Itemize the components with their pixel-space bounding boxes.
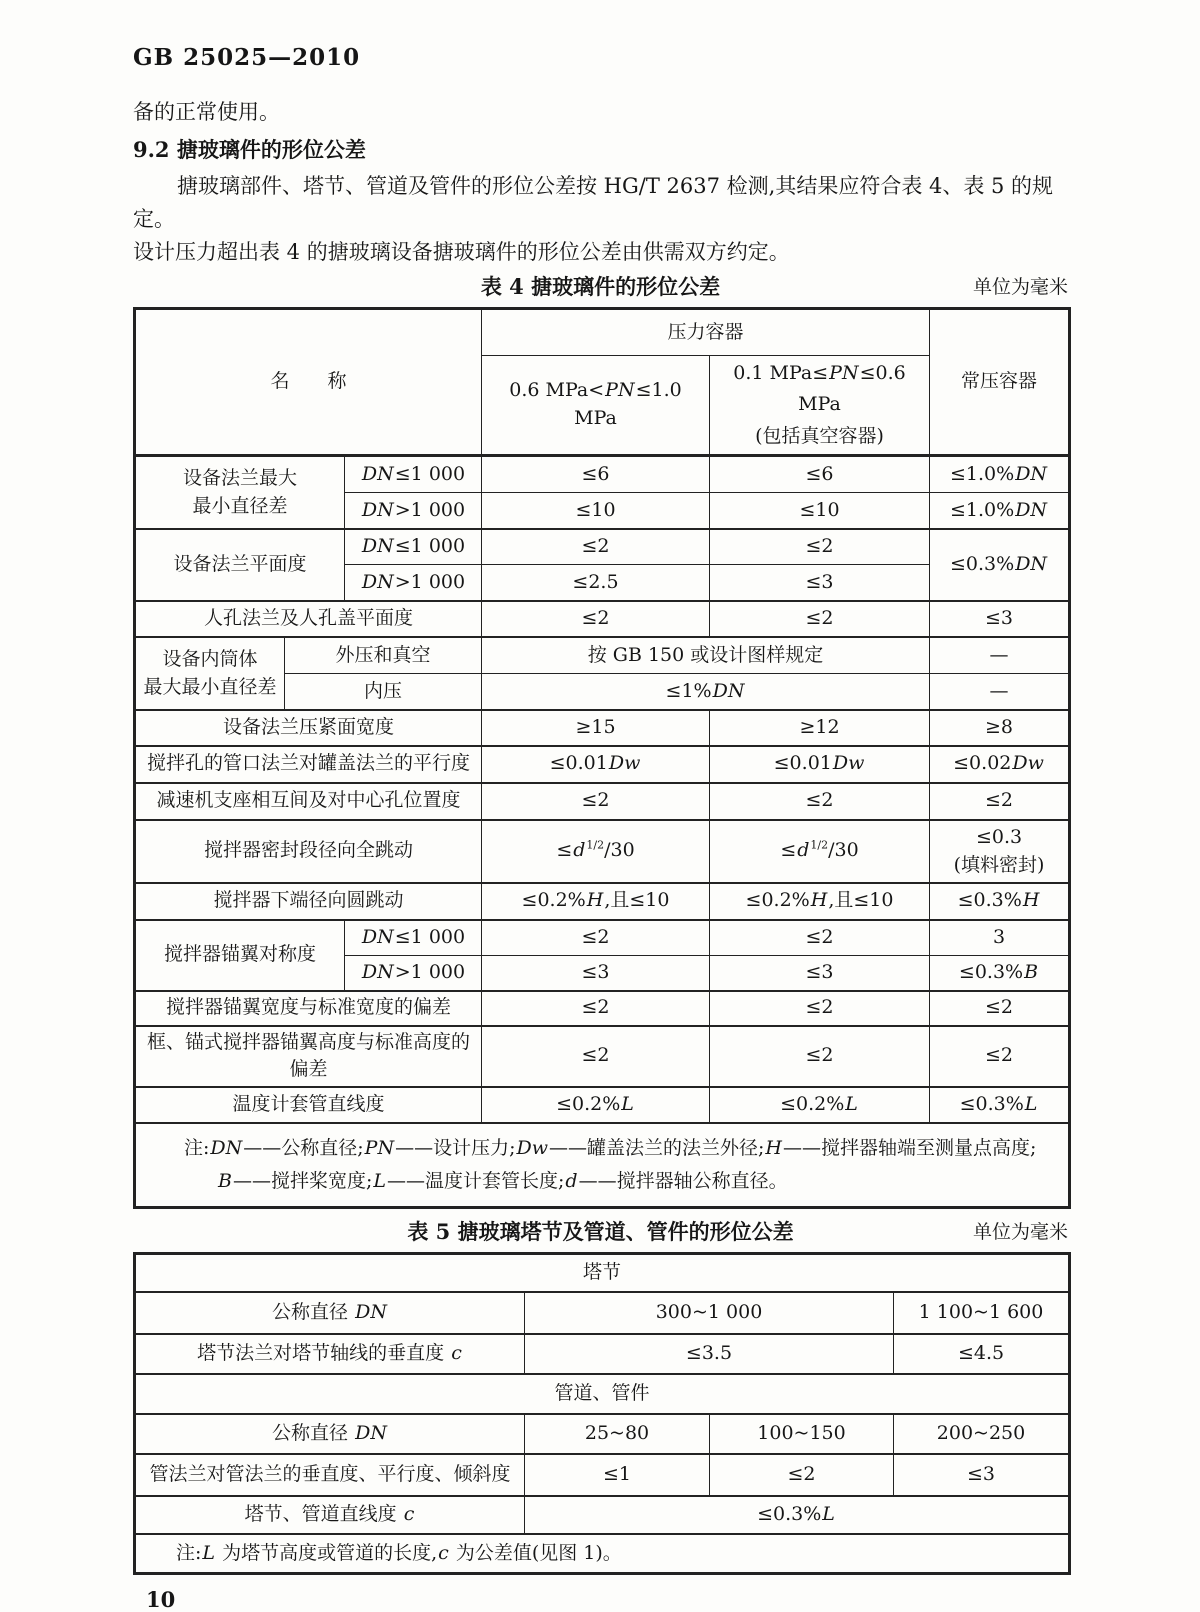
table-row (135, 710, 1070, 746)
value-cell: ≤2 (482, 1026, 710, 1087)
value-cell: ≤3 (710, 565, 930, 601)
table-row (135, 1123, 1070, 1208)
value-cell: ≤0.02Dw (930, 746, 1070, 783)
label-cell: 框、锚式搅拌器锚翼高度与标准高度的偏差 (135, 1026, 482, 1087)
note-line: B——搅拌桨宽度;L——温度计套管长度;d——搅拌器轴公称直径。 (218, 1169, 788, 1192)
value-cell: 按 GB 150 或设计图样规定 (482, 637, 930, 674)
value-cell: ≤2 (930, 1026, 1070, 1087)
table4 (133, 307, 1071, 1209)
value-cell: ≤2 (710, 1026, 930, 1087)
label-cell: 塔节、管道直线度 c (135, 1496, 525, 1534)
table5 (133, 1252, 1071, 1575)
value-line: (填料密封) (953, 854, 1045, 877)
paragraph-line: 设计压力超出表 4 的搪玻璃设备搪玻璃件的形位公差由供需双方约定。 (133, 240, 790, 264)
value-cell: ≤3 (710, 956, 930, 991)
value-cell: ≤2 (482, 991, 710, 1026)
value-cell: ≤2 (710, 1454, 894, 1496)
subrow-label-cell: DN≤1 000 (345, 920, 482, 956)
table-row (135, 783, 1070, 820)
value-cell: ≤6 (482, 456, 710, 493)
value-cell: ≤1.0%DN (930, 493, 1070, 529)
table-row (135, 883, 1070, 920)
value-cell: ≤2 (930, 991, 1070, 1026)
table-row (135, 1534, 1070, 1574)
value-cell: — (930, 637, 1070, 674)
label-cell: 公称直径 DN (135, 1414, 525, 1454)
section-header-cell: 塔节 (135, 1254, 1070, 1292)
table-row (135, 820, 1070, 883)
value-cell: 200~250 (894, 1414, 1070, 1454)
header-name-cell: 名 称 (135, 309, 482, 456)
value-cell: ≤1.0%DN (930, 456, 1070, 493)
value-cell: ≤0.01Dw (482, 746, 710, 783)
value-cell: $\le d^{1/2}/30$ (710, 820, 930, 883)
label-line: 最小直径差 (192, 495, 288, 518)
label-cell: 设备法兰压紧面宽度 (135, 710, 482, 746)
value-cell: ≤2 (710, 991, 930, 1026)
table-row (135, 746, 1070, 783)
table5-title: 表 5 搪玻璃塔节及管道、管件的形位公差 (407, 1219, 794, 1245)
label-cell: 搅拌器锚翼对称度 (135, 920, 345, 991)
header-range1-cell: 0.6 MPa<PN≤1.0 MPa (482, 356, 710, 456)
label-cell: 搅拌器密封段径向全跳动 (135, 820, 482, 883)
subrow-label-cell: DN>1 000 (345, 493, 482, 529)
label-cell: 设备法兰平面度 (135, 529, 345, 601)
label-cell: 管法兰对管法兰的垂直度、平行度、倾斜度 (135, 1454, 525, 1496)
table-row (135, 1254, 1070, 1292)
header-range2-line2: (包括真空容器) (755, 424, 884, 447)
label-cell: 搅拌器下端径向圆跳动 (135, 883, 482, 920)
table-row (135, 991, 1070, 1026)
label-cell (135, 456, 345, 529)
value-cell: ≤10 (710, 493, 930, 529)
value-cell: ≤2 (710, 920, 930, 956)
table5-caption (133, 1218, 1068, 1246)
value-cell: 3 (930, 920, 1070, 956)
value-cell: ≤10 (482, 493, 710, 529)
label-line: 设备内筒体 (162, 647, 258, 670)
value-cell: ≤2 (482, 601, 710, 637)
label-cell: 人孔法兰及人孔盖平面度 (135, 601, 482, 637)
table-row (135, 1374, 1070, 1414)
value-cell: 100~150 (710, 1414, 894, 1454)
doc-code: GB 25025—2010 (133, 44, 361, 71)
header-pressure-cell: 压力容器 (482, 309, 930, 356)
table-row (135, 456, 1070, 493)
value-cell: ≤0.3%B (930, 956, 1070, 991)
value-cell: ≤0.3%H (930, 883, 1070, 920)
label-cell: 搅拌孔的管口法兰对罐盖法兰的平行度 (135, 746, 482, 783)
value-cell: 1 100~1 600 (894, 1292, 1070, 1334)
value-cell: ≤0.3%DN (930, 529, 1070, 601)
table-row (135, 1334, 1070, 1374)
page-number: 10 (146, 1587, 176, 1612)
value-cell: ≤1%DN (482, 674, 930, 710)
table-row (135, 1496, 1070, 1534)
label-cell: 搅拌器锚翼宽度与标准宽度的偏差 (135, 991, 482, 1026)
subrow-label-cell: 内压 (285, 674, 482, 710)
label-line: 设备法兰最大 (182, 466, 297, 489)
section-header-cell: 管道、管件 (135, 1374, 1070, 1414)
value-cell: ≤2.5 (482, 565, 710, 601)
section-heading: 9.2 搪玻璃件的形位公差 (133, 137, 366, 162)
value-cell: ≤2 (482, 529, 710, 565)
table-row (135, 529, 1070, 565)
header-range2-cell (710, 356, 930, 456)
value-cell: ≤0.2%H,且≤10 (710, 883, 930, 920)
value-cell: ≥8 (930, 710, 1070, 746)
value-cell: ≤4.5 (894, 1334, 1070, 1374)
value-cell: ≤2 (710, 529, 930, 565)
value-cell: ≤2 (710, 601, 930, 637)
value-cell: $\le d^{1/2}/30$ (482, 820, 710, 883)
value-cell: ≤0.01Dw (710, 746, 930, 783)
label-cell: 温度计套管直线度 (135, 1087, 482, 1123)
label-cell (135, 637, 285, 710)
value-cell: ≤2 (482, 920, 710, 956)
label-cell: 塔节法兰对塔节轴线的垂直度 c (135, 1334, 525, 1374)
table4-caption (133, 273, 1068, 301)
table-row (135, 1454, 1070, 1496)
intro-line: 备的正常使用。 (133, 100, 280, 124)
note-line: 注:DN——公称直径;PN——设计压力;Dw——罐盖法兰的法兰外径;H——搅拌器轴端至测量点高度; (184, 1136, 1037, 1159)
table-row (135, 1087, 1070, 1123)
table-row (135, 637, 1070, 674)
subrow-label-cell: DN>1 000 (345, 956, 482, 991)
table5-unit-label: 单位为毫米 (972, 1221, 1068, 1244)
table-row (135, 920, 1070, 956)
header-range2-line1: 0.1 MPa≤PN≤0.6 MPa (733, 362, 906, 416)
value-cell: — (930, 674, 1070, 710)
table-row (135, 1414, 1070, 1454)
note-cell (135, 1123, 1070, 1208)
value-cell: ≤2 (482, 783, 710, 820)
table4-unit-label: 单位为毫米 (972, 276, 1068, 298)
table-row (135, 309, 1070, 356)
value-cell: ≥15 (482, 710, 710, 746)
intro-paragraph (133, 170, 1068, 269)
subrow-label-cell: DN≤1 000 (345, 456, 482, 493)
table4-title: 表 4 搪玻璃件的形位公差 (480, 274, 721, 299)
subrow-label-cell: DN>1 000 (345, 565, 482, 601)
value-cell: ≤1 (525, 1454, 710, 1496)
value-cell: ≤0.2%L (482, 1087, 710, 1123)
value-cell: 300~1 000 (525, 1292, 894, 1334)
label-cell: 减速机支座相互间及对中心孔位置度 (135, 783, 482, 820)
value-cell: ≤6 (710, 456, 930, 493)
value-line: ≤0.3 (975, 825, 1023, 848)
value-cell: ≤3 (482, 956, 710, 991)
label-line: 最大最小直径差 (143, 676, 277, 699)
header-atmospheric-cell: 常压容器 (930, 309, 1070, 456)
value-cell: ≤0.2%H,且≤10 (482, 883, 710, 920)
subrow-label-cell: 外压和真空 (285, 637, 482, 674)
page-content (133, 0, 1068, 1612)
table-row (135, 1026, 1070, 1087)
value-cell: 25~80 (525, 1414, 710, 1454)
paragraph-line: 搪玻璃部件、塔节、管道及管件的形位公差按 HG/T 2637 检测,其结果应符合表 4、表 5 的规定。 (133, 174, 1054, 231)
value-cell (930, 820, 1070, 883)
value-cell: ≤0.3%L (525, 1496, 1070, 1534)
value-cell: ≤3.5 (525, 1334, 894, 1374)
value-cell: ≤3 (894, 1454, 1070, 1496)
value-cell: ≤2 (930, 783, 1070, 820)
table-row (135, 601, 1070, 637)
subrow-label-cell: DN≤1 000 (345, 529, 482, 565)
value-cell: ≥12 (710, 710, 930, 746)
table-row (135, 1292, 1070, 1334)
label-cell: 公称直径 DN (135, 1292, 525, 1334)
value-cell: ≤0.2%L (710, 1087, 930, 1123)
value-cell: ≤0.3%L (930, 1087, 1070, 1123)
value-cell: ≤2 (710, 783, 930, 820)
value-cell: ≤3 (930, 601, 1070, 637)
note-cell: 注:L 为塔节高度或管道的长度,c 为公差值(见图 1)。 (135, 1534, 1070, 1574)
